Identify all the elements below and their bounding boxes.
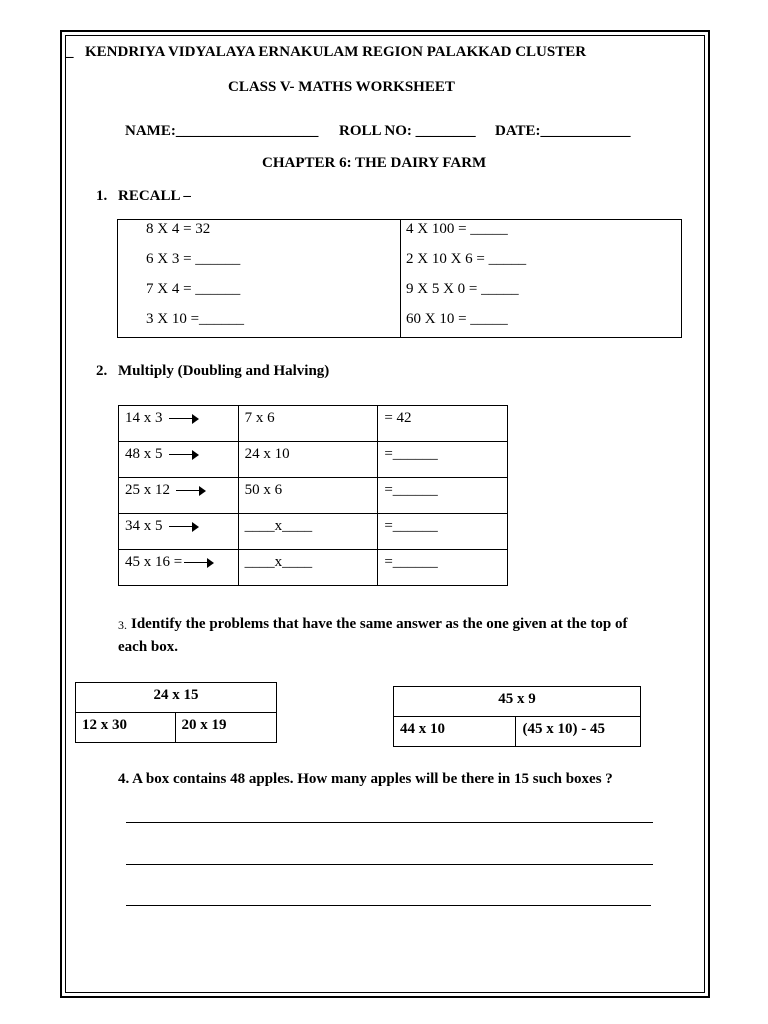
option-cell[interactable]: 44 x 10: [394, 717, 516, 747]
step-cell: 50 x 6: [238, 478, 378, 514]
table-row: [394, 687, 641, 717]
problem-cell: [119, 478, 239, 514]
table-row: [119, 478, 508, 514]
name-field[interactable]: NAME:___________________: [125, 123, 319, 139]
answer-box-24x15: [75, 682, 277, 743]
recall-item[interactable]: 4 X 100 = _____: [406, 221, 508, 237]
table-row: [119, 406, 508, 442]
arrow-right-icon: [169, 522, 199, 532]
problem-text: 48 x 5: [125, 446, 163, 462]
option-cell[interactable]: (45 x 10) - 45: [516, 717, 641, 747]
recall-item[interactable]: 9 X 5 X 0 = _____: [406, 281, 519, 297]
answer-box-45x9: [393, 686, 641, 747]
q3-title-continued: each box.: [118, 639, 178, 655]
table-row: [119, 442, 508, 478]
problem-cell: [119, 514, 239, 550]
q2-number: 2.: [96, 363, 108, 379]
recall-item[interactable]: 6 X 3 = ______: [146, 251, 241, 267]
recall-divider: [400, 219, 401, 338]
step-cell: 7 x 6: [238, 406, 378, 442]
answer-cell[interactable]: =______: [378, 478, 508, 514]
problem-cell: [119, 406, 239, 442]
arrow-right-icon: [169, 450, 199, 460]
answer-line[interactable]: [126, 905, 651, 906]
step-cell[interactable]: ____x____: [238, 550, 378, 586]
box-header: 45 x 9: [394, 687, 641, 717]
table-row: [394, 717, 641, 747]
date-field[interactable]: DATE:____________: [495, 123, 631, 139]
answer-cell[interactable]: =______: [378, 442, 508, 478]
roll-no-field[interactable]: ROLL NO: ________: [339, 123, 476, 139]
option-cell[interactable]: 12 x 30: [76, 713, 176, 743]
problem-text: 25 x 12: [125, 482, 170, 498]
q4-question: 4. A box contains 48 apples. How many apples will be there in 15 such boxes ?: [118, 771, 613, 787]
leading-underscore: _: [66, 44, 74, 60]
answer-cell[interactable]: =______: [378, 514, 508, 550]
school-name: KENDRIYA VIDYALAYA ERNAKULAM REGION PALAKKAD CLUSTER: [85, 44, 587, 60]
answer-cell: = 42: [378, 406, 508, 442]
recall-item[interactable]: 7 X 4 = ______: [146, 281, 241, 297]
arrow-right-icon: [176, 486, 206, 496]
recall-item[interactable]: 2 X 10 X 6 = _____: [406, 251, 527, 267]
table-row: [119, 514, 508, 550]
doubling-halving-table: [118, 405, 508, 586]
q3-title: Identify the problems that have the same answer as the one given at the top of: [131, 616, 628, 632]
step-cell: 24 x 10: [238, 442, 378, 478]
answer-cell[interactable]: =______: [378, 550, 508, 586]
arrow-right-icon: [169, 414, 199, 424]
q2-title: Multiply (Doubling and Halving): [118, 363, 330, 379]
box-header: 24 x 15: [76, 683, 277, 713]
option-cell[interactable]: 20 x 19: [175, 713, 277, 743]
arrow-right-icon: [184, 558, 214, 568]
problem-cell: [119, 550, 239, 586]
table-row: [76, 683, 277, 713]
table-row: [119, 550, 508, 586]
problem-text: 34 x 5: [125, 518, 163, 534]
q3-number: 3.: [118, 618, 127, 632]
q1-number: 1.: [96, 188, 108, 204]
step-cell[interactable]: ____x____: [238, 514, 378, 550]
problem-text: 45 x 16 =: [125, 554, 183, 570]
recall-item[interactable]: 3 X 10 =______: [146, 311, 245, 327]
answer-line[interactable]: [126, 864, 653, 865]
answer-line[interactable]: [126, 822, 653, 823]
table-row: [76, 713, 277, 743]
recall-item: 8 X 4 = 32: [146, 221, 211, 237]
q1-title: RECALL –: [118, 188, 191, 204]
chapter-title: CHAPTER 6: THE DAIRY FARM: [262, 155, 487, 171]
problem-text: 14 x 3: [125, 410, 163, 426]
recall-item[interactable]: 60 X 10 = _____: [406, 311, 508, 327]
problem-cell: [119, 442, 239, 478]
worksheet-title: CLASS V- MATHS WORKSHEET: [228, 79, 455, 95]
